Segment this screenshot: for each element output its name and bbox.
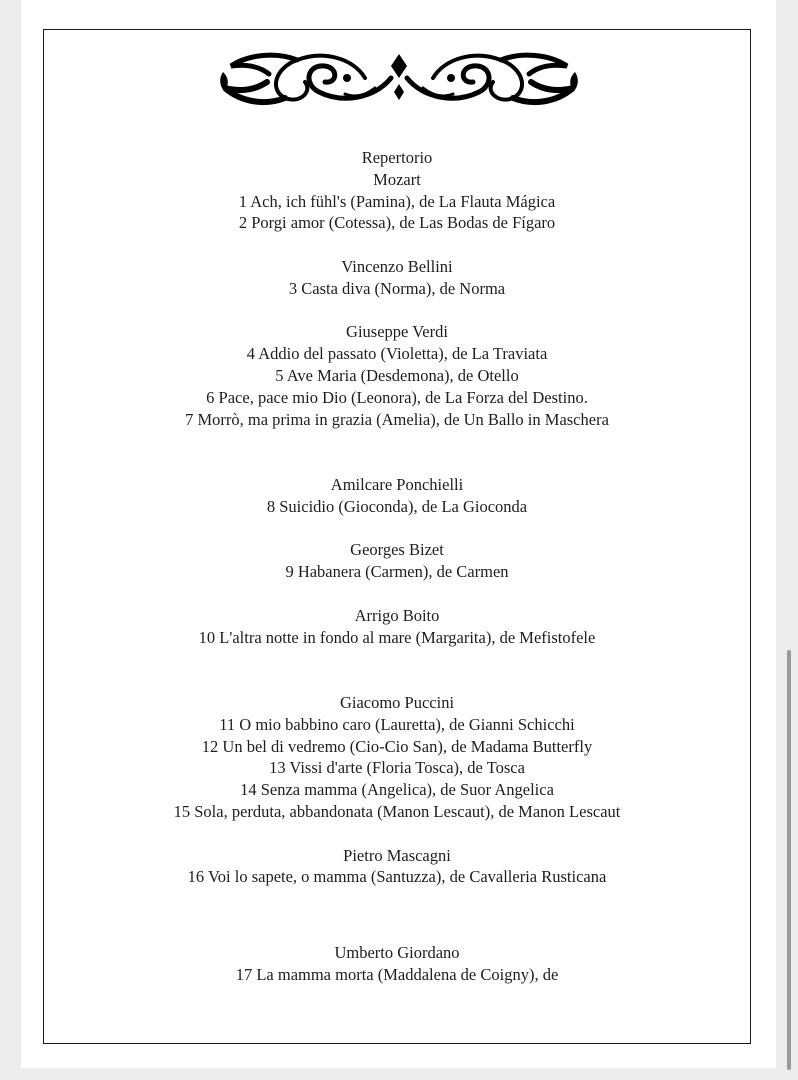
flourish-ornament-icon — [215, 48, 583, 112]
aria-item: 17 La mamma morta (Maddalena de Coigny), de — [235, 964, 559, 984]
aria-item: 12 Un bel di vedremo (Cio-Cio San), de Madama Butterfly — [201, 736, 593, 756]
aria-item: 11 O mio babbino caro (Lauretta), de Gianni Schicchi — [219, 714, 575, 734]
aria-item: 16 Voi lo sapete, o mamma (Santuzza), de Cavalleria Rusticana — [187, 867, 607, 887]
composer-name: Mozart — [373, 169, 421, 189]
aria-item: 4 Addio del passato (Violetta), de La Traviata — [246, 344, 548, 364]
aria-item: 2 Porgi amor (Cotessa), de Las Bodas de Fígaro — [238, 213, 556, 233]
aria-item: 8 Suicidio (Gioconda), de La Gioconda — [266, 496, 528, 516]
composer-name: Pietro Mascagni — [343, 845, 451, 865]
aria-item: 5 Ave Maria (Desdemona), de Otello — [275, 365, 519, 385]
composer-name: Arrigo Boito — [354, 605, 440, 625]
aria-item: 3 Casta diva (Norma), de Norma — [288, 278, 506, 298]
composer-name: Giacomo Puccini — [339, 692, 455, 712]
vertical-scrollbar[interactable] — [787, 650, 791, 1070]
aria-item: 1 Ach, ich fühl's (Pamina), de La Flauta Mágica — [238, 191, 556, 211]
aria-item: 6 Pace, pace mio Dio (Leonora), de La Forza del Destino. — [206, 387, 588, 407]
aria-item: 7 Morrò, ma prima in grazia (Amelia), de Un Ballo in Maschera — [185, 409, 609, 429]
composer-name: Umberto Giordano — [334, 943, 460, 963]
composer-name: Giuseppe Verdi — [346, 322, 448, 342]
section-heading: Repertorio — [361, 148, 433, 167]
aria-item: 13 Vissi d'arte (Floria Tosca), de Tosca — [269, 758, 525, 778]
composer-name: Amilcare Ponchielli — [330, 474, 464, 494]
aria-item: 15 Sola, perduta, abbandonata (Manon Lescaut), de Manon Lescaut — [173, 801, 621, 821]
repertoire-list — [43, 147, 751, 986]
composer-name: Georges Bizet — [350, 540, 444, 560]
composer-name: Vincenzo Bellini — [341, 256, 453, 276]
aria-item: 9 Habanera (Carmen), de Carmen — [285, 562, 509, 582]
aria-item: 14 Senza mamma (Angelica), de Suor Angelica — [240, 780, 554, 800]
aria-item: 10 L'altra notte in fondo al mare (Margarita), de Mefistofele — [198, 627, 596, 647]
